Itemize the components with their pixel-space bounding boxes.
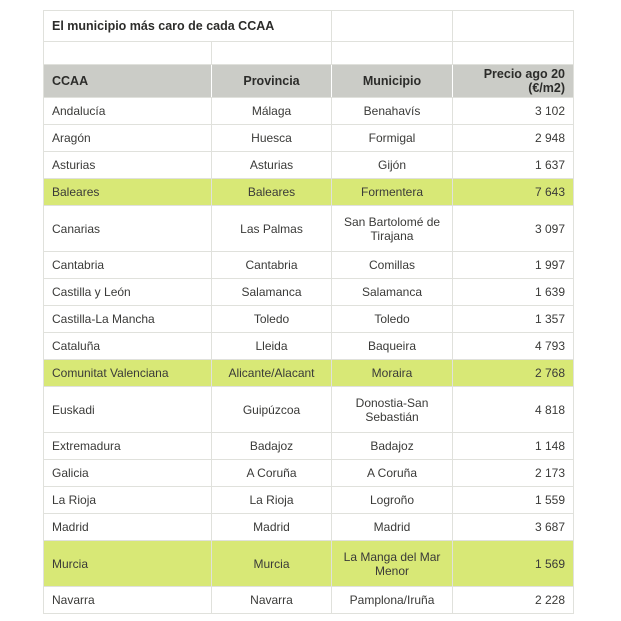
cell-precio: 7 643 (453, 179, 574, 206)
cell-precio: 1 997 (453, 252, 574, 279)
cell-municipio: Logroño (332, 487, 453, 514)
cell-provincia: Lleida (212, 333, 332, 360)
cell-ccaa: Navarra (44, 587, 212, 614)
table-row (44, 487, 574, 514)
price-table-container (43, 10, 574, 614)
cell-ccaa: Andalucía (44, 98, 212, 125)
table-title: El municipio más caro de cada CCAA (44, 11, 332, 42)
spacer-cell (332, 42, 453, 65)
table-row (44, 252, 574, 279)
cell-ccaa: Murcia (44, 541, 212, 587)
cell-precio: 2 948 (453, 125, 574, 152)
cell-provincia: Málaga (212, 98, 332, 125)
table-row (44, 98, 574, 125)
cell-provincia: La Rioja (212, 487, 332, 514)
cell-provincia: Navarra (212, 587, 332, 614)
table-row (44, 433, 574, 460)
column-header-ccaa: CCAA (44, 65, 212, 98)
table-title-row (44, 11, 574, 42)
price-table (43, 10, 574, 614)
cell-municipio: Moraira (332, 360, 453, 387)
cell-ccaa: Baleares (44, 179, 212, 206)
table-row (44, 152, 574, 179)
spacer-cell (453, 42, 574, 65)
table-row (44, 333, 574, 360)
cell-municipio: Pamplona/Iruña (332, 587, 453, 614)
cell-provincia: Asturias (212, 152, 332, 179)
cell-ccaa: Canarias (44, 206, 212, 252)
table-row (44, 279, 574, 306)
cell-ccaa: Extremadura (44, 433, 212, 460)
table-row (44, 460, 574, 487)
table-header-row (44, 65, 574, 98)
cell-ccaa: Cantabria (44, 252, 212, 279)
table-row (44, 206, 574, 252)
title-row-empty-cell (453, 11, 574, 42)
cell-municipio: A Coruña (332, 460, 453, 487)
spacer-row (44, 42, 574, 65)
cell-provincia: Badajoz (212, 433, 332, 460)
cell-municipio: Toledo (332, 306, 453, 333)
cell-ccaa: Madrid (44, 514, 212, 541)
column-header-municipio: Municipio (332, 65, 453, 98)
cell-precio: 2 768 (453, 360, 574, 387)
cell-provincia: Alicante/Alacant (212, 360, 332, 387)
cell-provincia: Las Palmas (212, 206, 332, 252)
cell-precio: 1 639 (453, 279, 574, 306)
cell-municipio: Baqueira (332, 333, 453, 360)
cell-provincia: Murcia (212, 541, 332, 587)
spacer-cell (212, 42, 332, 65)
cell-precio: 1 559 (453, 487, 574, 514)
cell-ccaa: Castilla-La Mancha (44, 306, 212, 333)
cell-municipio: Madrid (332, 514, 453, 541)
cell-provincia: Baleares (212, 179, 332, 206)
cell-ccaa: Comunitat Valenciana (44, 360, 212, 387)
cell-municipio: Gijón (332, 152, 453, 179)
table-row-highlighted (44, 360, 574, 387)
cell-provincia: Salamanca (212, 279, 332, 306)
title-row-empty-cell (332, 11, 453, 42)
cell-municipio: La Manga del Mar Menor (332, 541, 453, 587)
cell-municipio: Formentera (332, 179, 453, 206)
cell-provincia: Huesca (212, 125, 332, 152)
cell-municipio: San Bartolomé de Tirajana (332, 206, 453, 252)
cell-precio: 3 687 (453, 514, 574, 541)
cell-ccaa: Aragón (44, 125, 212, 152)
cell-municipio: Badajoz (332, 433, 453, 460)
cell-precio: 1 637 (453, 152, 574, 179)
column-header-provincia: Provincia (212, 65, 332, 98)
cell-precio: 1 569 (453, 541, 574, 587)
table-row-highlighted (44, 179, 574, 206)
cell-municipio: Benahavís (332, 98, 453, 125)
cell-provincia: Madrid (212, 514, 332, 541)
cell-precio: 2 173 (453, 460, 574, 487)
cell-ccaa: Galicia (44, 460, 212, 487)
column-header-precio: Precio ago 20 (€/m2) (453, 65, 574, 98)
cell-precio: 1 148 (453, 433, 574, 460)
cell-precio: 2 228 (453, 587, 574, 614)
cell-precio: 3 097 (453, 206, 574, 252)
cell-precio: 4 793 (453, 333, 574, 360)
table-row (44, 514, 574, 541)
table-row (44, 306, 574, 333)
cell-provincia: Toledo (212, 306, 332, 333)
spacer-cell (44, 42, 212, 65)
table-row-highlighted (44, 541, 574, 587)
cell-municipio: Salamanca (332, 279, 453, 306)
cell-ccaa: Cataluña (44, 333, 212, 360)
cell-municipio: Donostia-San Sebastián (332, 387, 453, 433)
cell-provincia: A Coruña (212, 460, 332, 487)
cell-ccaa: Asturias (44, 152, 212, 179)
cell-provincia: Cantabria (212, 252, 332, 279)
cell-precio: 1 357 (453, 306, 574, 333)
table-row (44, 387, 574, 433)
table-row (44, 125, 574, 152)
cell-precio: 3 102 (453, 98, 574, 125)
cell-ccaa: Euskadi (44, 387, 212, 433)
cell-provincia: Guipúzcoa (212, 387, 332, 433)
cell-municipio: Comillas (332, 252, 453, 279)
table-row (44, 587, 574, 614)
cell-ccaa: Castilla y León (44, 279, 212, 306)
cell-ccaa: La Rioja (44, 487, 212, 514)
cell-municipio: Formigal (332, 125, 453, 152)
cell-precio: 4 818 (453, 387, 574, 433)
